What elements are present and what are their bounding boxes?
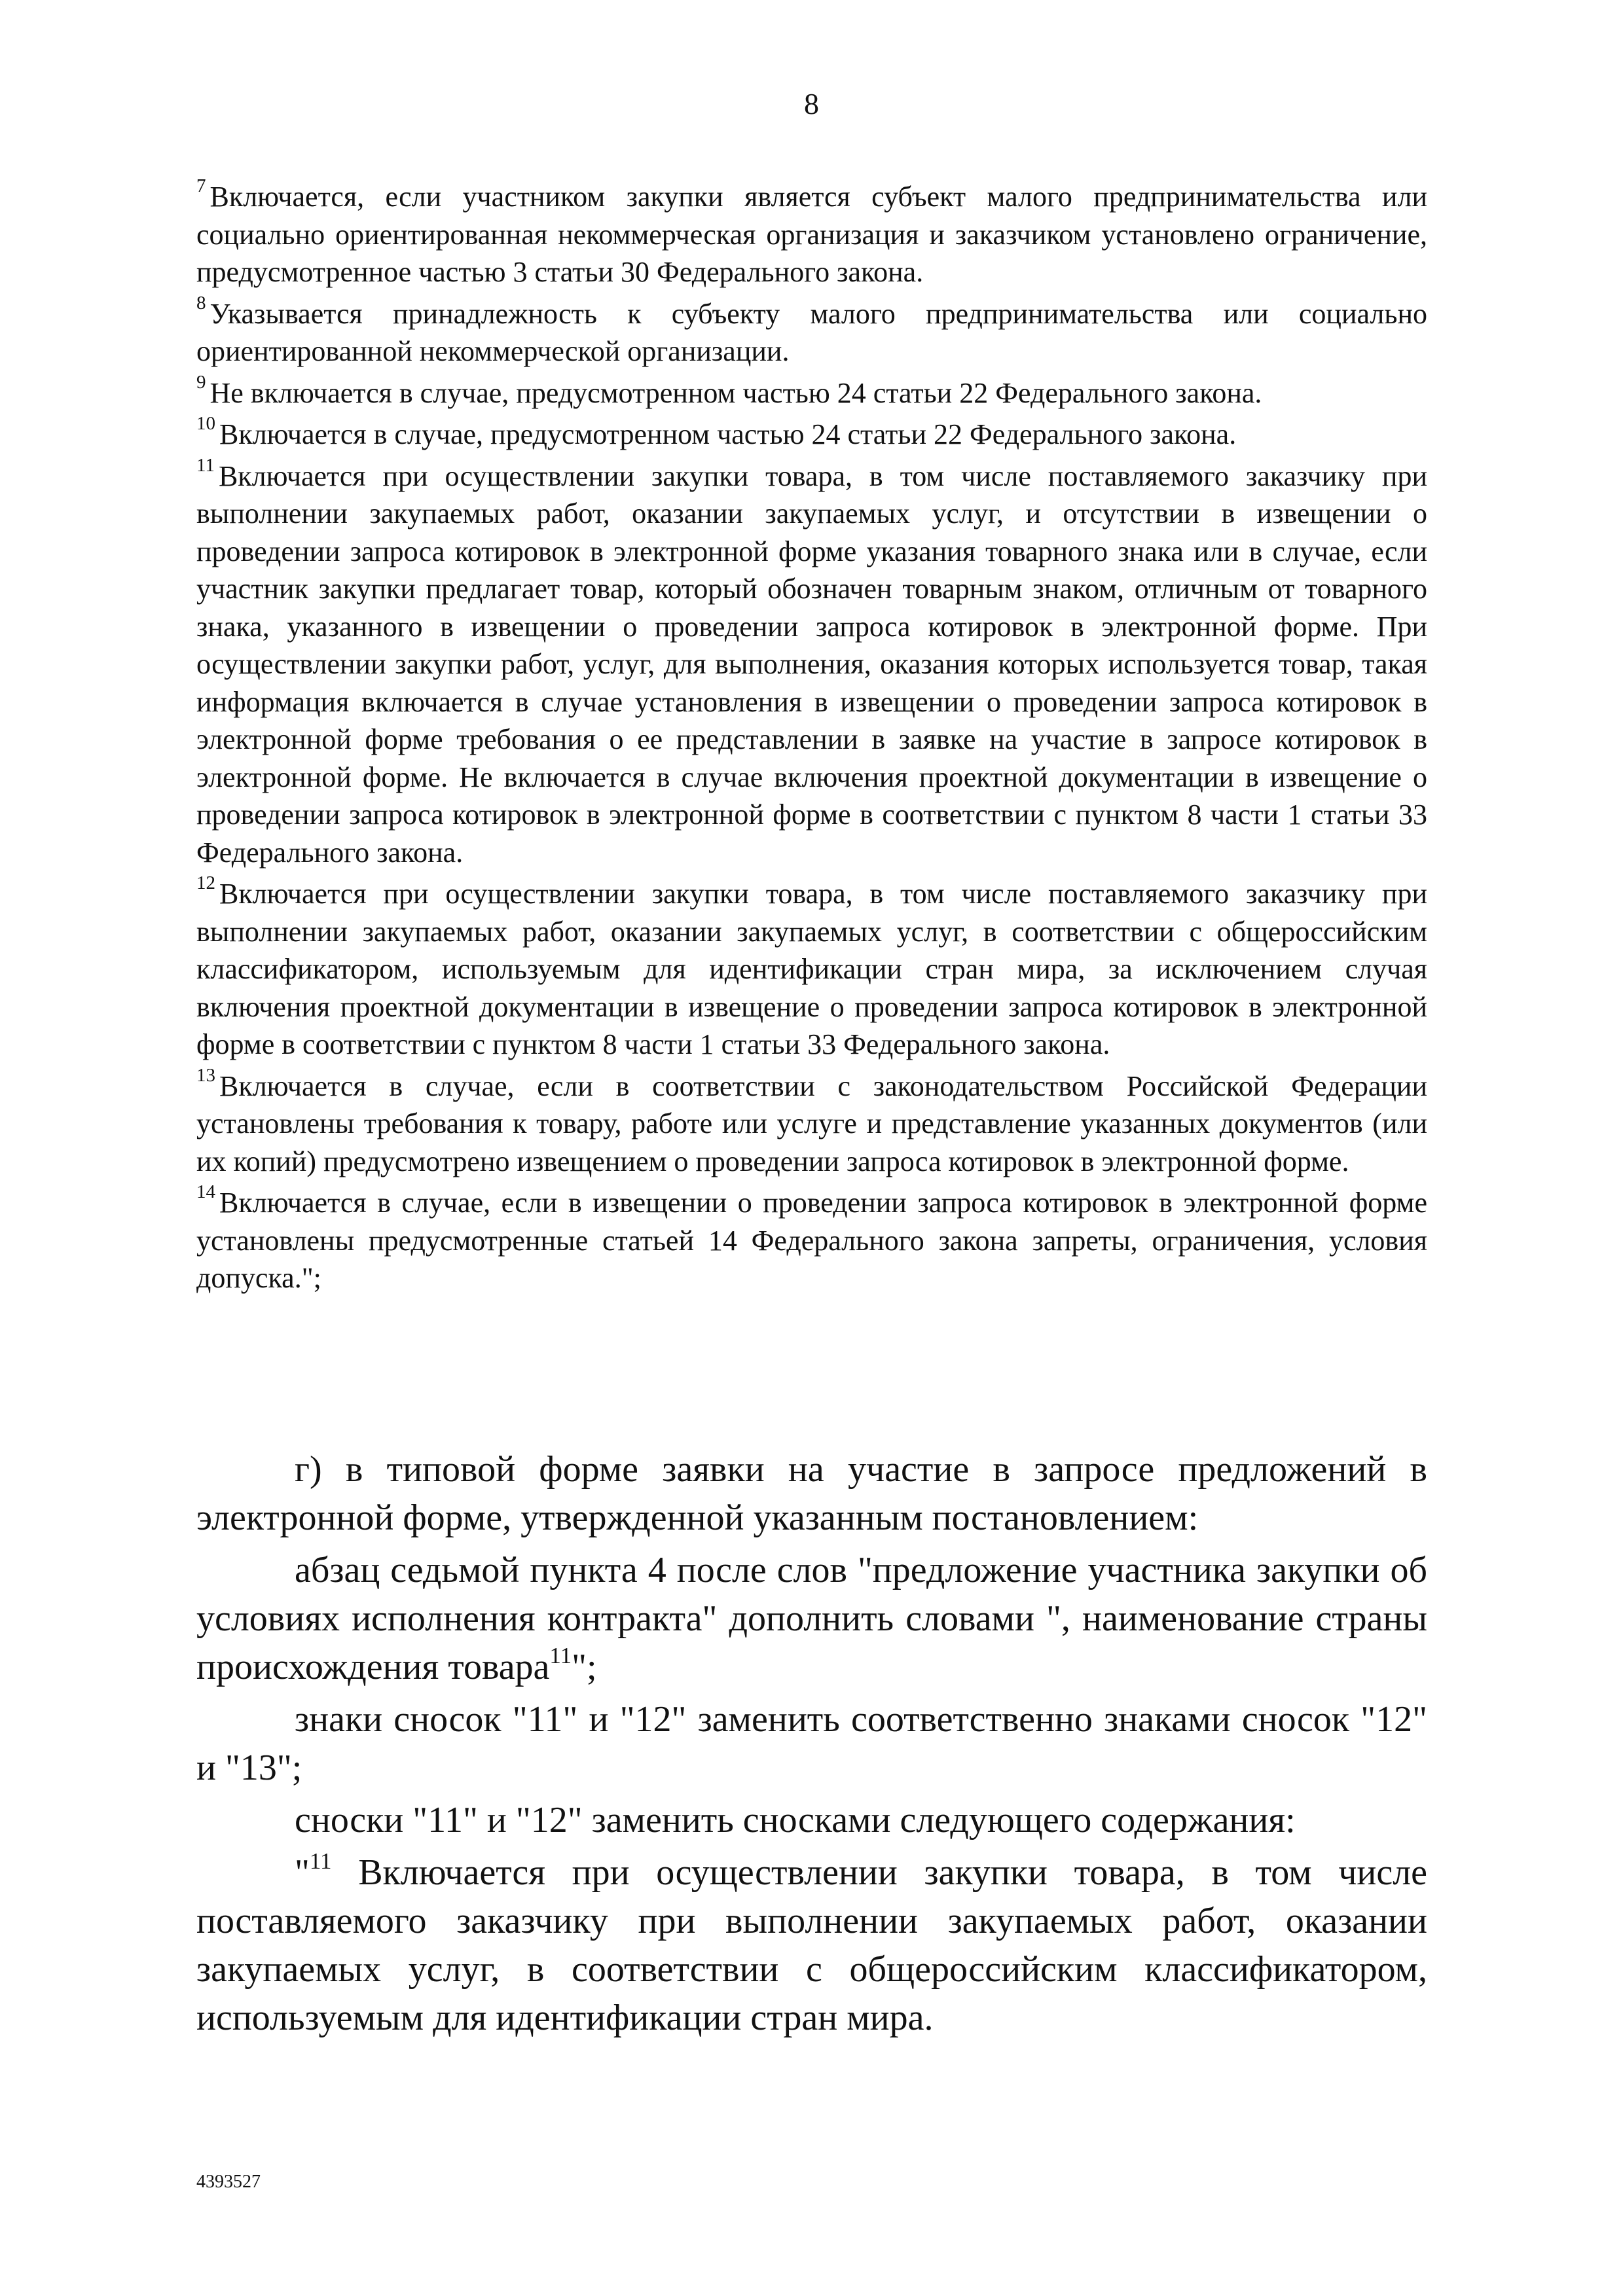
paragraph-new-footnote-11 bbox=[196, 1848, 1427, 2042]
footnote-marker: 9 bbox=[196, 371, 206, 393]
footnote-14 bbox=[196, 1181, 1427, 1297]
footnote-12 bbox=[196, 872, 1427, 1064]
paragraph-end: "; bbox=[572, 1647, 597, 1687]
footnote-marker: 13 bbox=[196, 1064, 215, 1086]
footnote-marker: 14 bbox=[196, 1181, 215, 1203]
footnote-text: Указывается принадлежность к субъекту малого предпринимательства или социально ориентированной некоммерческой организации. bbox=[196, 297, 1427, 367]
paragraph-g: г) в типовой форме заявки на участие в запросе предложений в электронной форме, утвержденной указанным постановлением: bbox=[196, 1449, 1427, 1538]
footnote-ref: 11 bbox=[309, 1848, 332, 1874]
footnote-marker: 10 bbox=[196, 413, 215, 435]
footnote-marker: 12 bbox=[196, 872, 215, 894]
footnote-text: Включается в случае, если в соответствии с законодательством Российской Федерации установлены требования к товару, работе или услуге и представление указанных документов (или их копий) предусмотрено извещением о проведении запроса котировок в электронной форме. bbox=[196, 1069, 1427, 1177]
footnote-13 bbox=[196, 1064, 1427, 1181]
paragraph-abzac bbox=[196, 1546, 1427, 1691]
footnote-text: Включается при осуществлении закупки товара, в том числе поставляемого заказчику при выполнении закупаемых работ, оказании закупаемых услуг, и отсутствии в извещении о проведении запроса котировок в электронной форме указания товарного знака или в случае, если участник закупки предлагает товар, который обозначен товарным знаком, отличным от товарного знака, указанного в извещении о проведении запроса котировок в электронной форме. При осуществлении закупки работ, услуг, для выполнения, оказания которых используется товар, такая информация включается в случае установления в извещении о проведении запроса котировок в электронной форме требования о ее представлении в заявке на участие в запросе котировок в электронной форме. Не включается в случае включения проектной документации в извещение о проведении запроса котировок в электронной форме в соответствии с пунктом 8 части 1 статьи 33 Федерального закона. bbox=[196, 459, 1427, 869]
footnote-text: Включается при осуществлении закупки товара, в том числе поставляемого заказчику при выполнении закупаемых работ, оказании закупаемых услуг, в соответствии с общероссийским классификатором, используемым для идентификации стран мира, за исключением случая включения проектной документации в извещение о проведении запроса котировок в электронной форме в соответствии с пунктом 8 части 1 статьи 33 Федерального закона. bbox=[196, 878, 1427, 1060]
page-number: 8 bbox=[804, 87, 819, 120]
footnote-10 bbox=[196, 413, 1427, 454]
quote-open: " bbox=[295, 1852, 310, 1893]
footnote-8 bbox=[196, 292, 1427, 370]
footnote-ref: 11 bbox=[549, 1643, 572, 1669]
paragraph-snoski: сноски "11" и "12" заменить сносками следующего содержания: bbox=[295, 1800, 1296, 1840]
footnote-marker: 11 bbox=[196, 454, 215, 476]
paragraph-znaki: знаки сносок "11" и "12" заменить соответственно знаками сносок "12" и "13"; bbox=[196, 1699, 1427, 1788]
footnote-text: Включается в случае, если в извещении о проведении запроса котировок в электронной форме установлены предусмотренные статьей 14 Федерального закона запреты, ограничения, условия допуска."; bbox=[196, 1187, 1427, 1294]
paragraph-text: Включается при осуществлении закупки товара, в том числе поставляемого заказчику при выполнении закупаемых работ, оказании закупаемых услуг, в соответствии с общероссийским классификатором, используемым для идентификации стран мира. bbox=[196, 1852, 1427, 2038]
footnote-text: Включается, если участником закупки является субъект малого предпринимательства или социально ориентированная некоммерческая организация и заказчиком установлено ограничение, предусмотренное частью 3 статьи 30 Федерального закона. bbox=[196, 181, 1427, 288]
footnote-11 bbox=[196, 454, 1427, 872]
document-id: 4393527 bbox=[196, 2172, 261, 2192]
footnote-marker: 8 bbox=[196, 292, 206, 314]
footnote-7 bbox=[196, 175, 1427, 291]
footnote-text: Не включается в случае, предусмотренном частью 24 статьи 22 Федерального закона. bbox=[210, 376, 1262, 409]
body-text bbox=[196, 1445, 1427, 2046]
paragraph-text: абзац седьмой пункта 4 после слов "предложение участника закупки об условиях исполнения контракта" дополнить словами ", наименование страны происхождения товара bbox=[196, 1550, 1427, 1687]
footnote-text: Включается в случае, предусмотренном частью 24 статьи 22 Федерального закона. bbox=[219, 418, 1237, 450]
footnote-marker: 7 bbox=[196, 175, 206, 197]
footnotes-block bbox=[196, 175, 1427, 1301]
footnote-9 bbox=[196, 371, 1427, 412]
